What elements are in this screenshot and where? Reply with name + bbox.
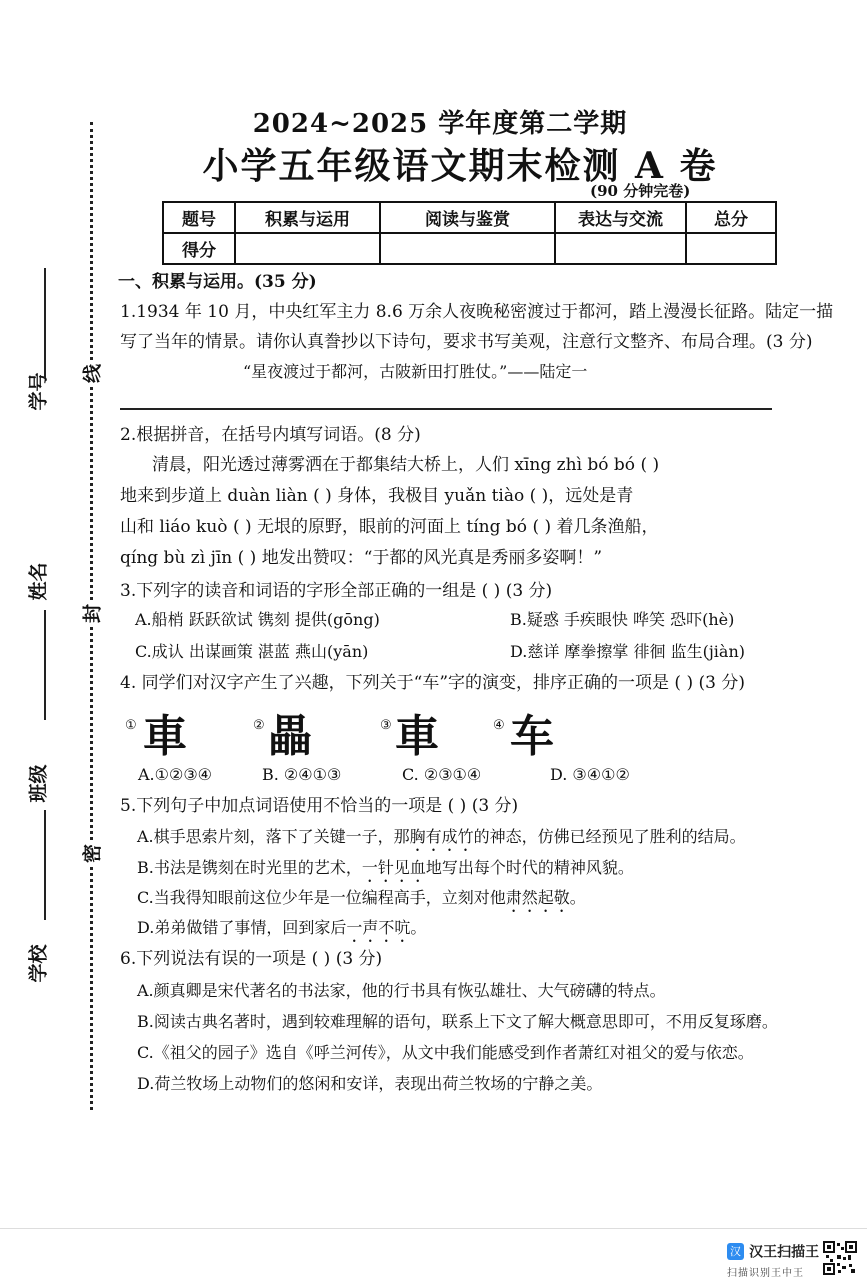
score-blank[interactable] <box>235 233 380 264</box>
class-line <box>44 810 46 920</box>
q1-poem: “星夜渡过于都河，古陂新田打胜仗。”——陆定一 <box>243 362 588 381</box>
scanner-logo <box>727 1241 819 1262</box>
q5-a-text-pre: A.棋手思索片刻，落下了关键一子，那 <box>137 827 410 846</box>
q5-title: 5.下列句子中加点词语使用不恰当的一项是 ( ) (3 分) <box>120 796 519 816</box>
q2-line1: 清晨，阳光透过薄雾洒在于都集结大桥上，人们 xīng zhì bó bó ( ) <box>152 455 660 475</box>
footer-divider <box>0 1228 867 1229</box>
q4-option-b: B. ②④①③ <box>262 765 342 784</box>
glyph-car-2: 畾 <box>268 711 312 762</box>
score-blank[interactable] <box>380 233 555 264</box>
exam-title: 小学五年级语文期末检测 A 卷 <box>202 145 718 187</box>
q4-option-d: D. ③④①② <box>550 765 630 784</box>
q3-option-d: D.慈详 摩拳擦掌 徘徊 监生(jiàn) <box>510 642 746 661</box>
binding-mark-feng: 封 <box>78 603 105 625</box>
q5-option-d <box>137 913 426 946</box>
car-evolution-glyphs <box>125 700 585 762</box>
exam-year-title: 2024~2025 学年度第二学期 <box>252 109 628 139</box>
q5-d-emphasis: 一声不吭 <box>346 918 411 937</box>
binding-mark-mi: 密 <box>78 843 105 865</box>
q5-d-text-post: 。 <box>410 918 427 937</box>
q2-title: 2.根据拼音，在括号内填写词语。(8 分) <box>120 425 421 445</box>
class-label: 班级 <box>27 764 50 803</box>
q6-option-d: D.荷兰牧场上动物们的悠闲和安详，表现出荷兰牧场的宁静之美。 <box>137 1074 603 1093</box>
q6-option-b: B.阅读古典名著时，遇到较难理解的语句，联系上下文了解大概意思即可，不用反复琢磨。 <box>137 1012 778 1031</box>
glyph-number: ② <box>253 718 265 733</box>
q5-d-text-pre: D.弟弟做错了事情，回到家后 <box>137 918 347 937</box>
score-table-header-row <box>163 202 776 233</box>
score-cell: 总分 <box>686 202 776 233</box>
score-cell: 积累与运用 <box>235 202 380 233</box>
q5-option-b <box>137 853 634 886</box>
scanner-app-name: 汉王扫描王 <box>749 1244 820 1261</box>
q1-line2: 写了当年的情景。请你认真誊抄以下诗句，要求书写美观，注意行文整齐、布局合理。(3 分) <box>120 332 813 352</box>
score-cell: 得分 <box>163 233 235 264</box>
qr-code-icon <box>823 1241 857 1275</box>
q1-answer-line[interactable] <box>120 408 772 410</box>
q2-line3: 山和 liáo kuò ( ) 无垠的原野，眼前的河面上 tíng bó ( ) 着几条渔船， <box>120 517 659 537</box>
q1-line1: 1.1934 年 10 月，中央红军主力 8.6 万余人夜晚秘密渡过于都河，踏上漫漫长征路。陆定一描 <box>120 302 834 322</box>
score-table-score-row <box>163 233 776 264</box>
q5-a-emphasis: 胸有成竹 <box>409 827 474 846</box>
q3-option-a: A.船梢 跃跃欲试 镌刻 提供(gōng) <box>135 610 380 629</box>
q3-title: 3.下列字的读音和词语的字形全部正确的一组是 ( ) (3 分) <box>120 581 553 601</box>
q5-c-emphasis: 肃然起敬 <box>505 888 570 907</box>
q5-b-text-pre: B.书法是镌刻在时光里的艺术， <box>137 858 362 877</box>
section1-title: 一、积累与运用。(35 分) <box>118 272 317 292</box>
glyph-car-4: 车 <box>510 711 554 762</box>
score-blank[interactable] <box>555 233 686 264</box>
q5-option-c <box>137 883 586 916</box>
glyph-car-1: 車 <box>143 711 187 762</box>
binding-mark-xian: 线 <box>78 363 105 385</box>
glyph-number: ③ <box>380 718 392 733</box>
q3-option-b: B.疑惑 手疾眼快 哗笑 恐吓(hè) <box>510 610 735 629</box>
name-line <box>44 610 46 720</box>
score-cell: 阅读与鉴赏 <box>380 202 555 233</box>
q5-option-a <box>137 822 746 855</box>
glyph-number: ④ <box>493 718 505 733</box>
student-id-label: 学号 <box>27 372 50 411</box>
school-label: 学校 <box>27 944 50 983</box>
scanner-app-icon: 汉 <box>727 1243 744 1260</box>
score-table <box>162 201 777 265</box>
q6-option-a: A.颜真卿是宋代著名的书法家，他的行书具有恢弘雄壮、大气磅礴的特点。 <box>137 981 666 1000</box>
glyph-car-3: 車 <box>395 711 439 762</box>
name-label: 姓名 <box>27 562 50 601</box>
score-blank[interactable] <box>686 233 776 264</box>
q2-line2: 地来到步道上 duàn liàn ( ) 身体，我极目 yuǎn tiào ( )，远处是青 <box>120 486 634 506</box>
q4-option-c: C. ②③①④ <box>402 765 482 784</box>
time-note: (90 分钟完卷) <box>590 182 691 200</box>
q6-title: 6.下列说法有误的一项是 ( ) (3 分) <box>120 949 383 969</box>
student-id-line <box>44 268 46 378</box>
q5-c-text-post: 。 <box>569 888 586 907</box>
glyph-number: ① <box>125 718 137 733</box>
score-cell: 表达与交流 <box>555 202 686 233</box>
q5-b-emphasis: 一针见血 <box>361 858 426 877</box>
q6-option-c: C.《祖父的园子》选自《呼兰河传》，从文中我们能感受到作者萧红对祖父的爱与依恋。 <box>137 1043 754 1062</box>
q3-option-c: C.成认 出谋画策 湛蓝 燕山(yān) <box>135 642 369 661</box>
q5-c-text-pre: C.当我得知眼前这位少年是一位编程高手，立刻对他 <box>137 888 506 907</box>
score-cell: 题号 <box>163 202 235 233</box>
q5-a-text-post: 的神态，仿佛已经预见了胜利的结局。 <box>473 827 746 846</box>
q4-title: 4. 同学们对汉字产生了兴趣，下列关于“车”字的演变，排序正确的一项是 ( ) (3 分) <box>120 673 745 693</box>
q5-b-text-post: 地写出每个时代的精神风貌。 <box>425 858 634 877</box>
scanner-tagline: 扫描识别王中王 <box>727 1268 804 1279</box>
q2-line4: qíng bù zì jīn ( ) 地发出赞叹：“于都的风光真是秀丽多姿啊！” <box>120 548 603 568</box>
q4-option-a: A.①②③④ <box>138 765 213 784</box>
